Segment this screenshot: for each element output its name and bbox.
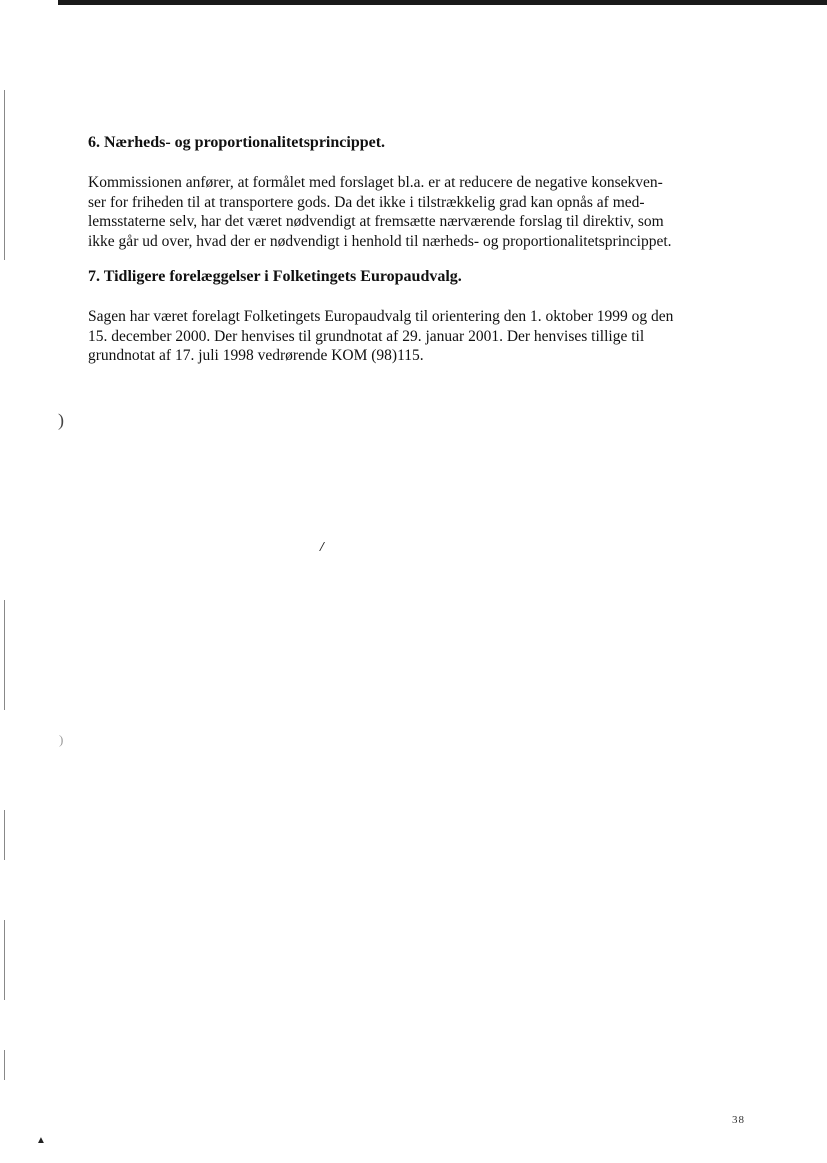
body-line: grundnotat af 17. juli 1998 vedrørende KOM (98)115.: [88, 347, 424, 364]
section-heading: 7. Tidligere forelæggelser i Folketingets Europaudvalg.: [88, 268, 462, 285]
section-heading: 6. Nærheds- og proportionalitetsprincippet.: [88, 134, 386, 151]
page-number: 38: [732, 1114, 745, 1126]
section-body: [88, 307, 753, 366]
scan-artifact-mark: /: [320, 540, 324, 555]
scan-artifact-paren: ): [59, 732, 64, 747]
body-line: ikke går ud over, hvad der er nødvendigt i henhold til nærheds- og proportionalitetsprincippet.: [88, 232, 672, 250]
body-line: 15. december 2000. Der henvises til grundnotat af 29. januar 2001. Der henvises tillige til: [88, 327, 645, 345]
body-line: Sagen har været forelagt Folketingets Europaudvalg til orientering den 1. oktober 1999 og den: [88, 308, 674, 325]
top-border-rule: [58, 0, 827, 5]
body-line: Kommissionen anfører, at formålet med forslaget bl.a. er at reducere de negative konsekven-: [88, 174, 663, 191]
body-line: ser for friheden til at transportere gods. Da det ikke i tilstrækkelig grad kan opnås af med-: [88, 193, 645, 211]
scan-margin-mark: [4, 90, 5, 260]
scan-artifact-mark: ▲: [36, 1135, 46, 1146]
scan-artifact-paren: ): [58, 410, 64, 430]
scan-margin-mark: [4, 600, 5, 710]
body-line: lemsstaterne selv, har det været nødvendigt at fremsætte nærværende forslag til direktiv, som: [88, 213, 664, 230]
scan-margin-mark: [4, 810, 5, 860]
scan-margin-mark: [4, 920, 5, 1000]
section-body: [88, 173, 753, 251]
scan-margin-mark: [4, 1050, 5, 1080]
section-subsidiarity: [88, 133, 753, 251]
section-previous-submissions: [88, 267, 753, 366]
